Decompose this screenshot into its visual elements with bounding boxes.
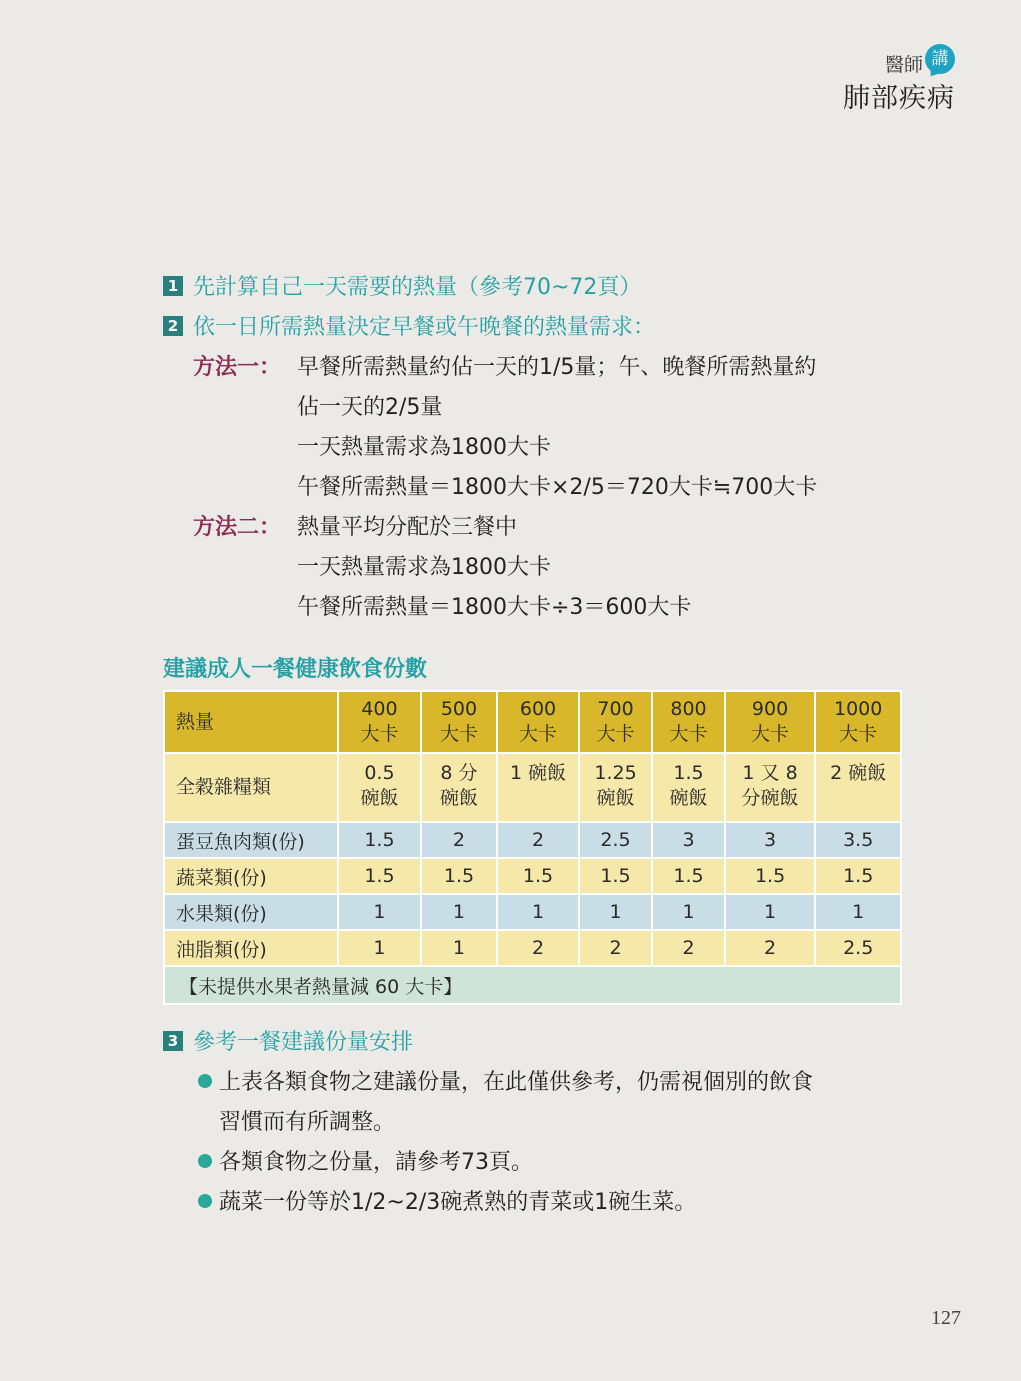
table-cell: 1 bbox=[338, 930, 421, 966]
table-cell: 1 bbox=[725, 894, 816, 930]
table-cell: 2 bbox=[497, 822, 579, 858]
table-cell: 2 碗飯 bbox=[815, 753, 901, 822]
method-1-line: 佔一天的2/5量 bbox=[297, 395, 443, 420]
step-2-text: 依一日所需熱量決定早餐或午晚餐的熱量需求： bbox=[193, 315, 656, 340]
method-2-line: 熱量平均分配於三餐中 bbox=[297, 515, 518, 540]
table-title: 建議成人一餐健康飲食份數 bbox=[163, 657, 428, 682]
table-cell: 1.5 bbox=[338, 822, 421, 858]
bullet-text: 各類食物之份量，請參考73頁。 bbox=[219, 1150, 533, 1175]
table-cell: 1.5 bbox=[815, 858, 901, 894]
step-3-text: 參考一餐建議份量安排 bbox=[193, 1030, 414, 1055]
bullet-dot-icon bbox=[198, 1194, 212, 1208]
table-cell: 1 bbox=[652, 894, 724, 930]
table-cell: 1.5 碗飯 bbox=[652, 753, 724, 822]
header-cell: 500 大卡 bbox=[421, 691, 498, 753]
method-1-line: 一天熱量需求為1800大卡 bbox=[297, 435, 551, 460]
header-cell: 900 大卡 bbox=[725, 691, 816, 753]
table-note: 【未提供水果者熱量減 60 大卡】 bbox=[164, 966, 901, 1004]
table-cell: 2 bbox=[652, 930, 724, 966]
table-cell: 1.5 bbox=[338, 858, 421, 894]
table-row bbox=[164, 822, 901, 858]
method-2-line: 午餐所需熱量＝1800大卡÷3＝600大卡 bbox=[297, 595, 692, 620]
table-cell: 1.5 bbox=[579, 858, 652, 894]
method-1-label: 方法一： bbox=[193, 354, 282, 380]
page-number: 127 bbox=[931, 1307, 961, 1329]
diet-portion-table bbox=[163, 690, 902, 1005]
row-label: 油脂類(份) bbox=[164, 930, 338, 966]
speech-bubble-icon: 講 bbox=[925, 44, 955, 74]
table-header-row bbox=[164, 691, 901, 753]
header-cell: 600 大卡 bbox=[497, 691, 579, 753]
method-2-line: 一天熱量需求為1800大卡 bbox=[297, 555, 551, 580]
bullet-dot-icon bbox=[198, 1154, 212, 1168]
table-note-row bbox=[164, 966, 901, 1004]
method-1-line: 早餐所需熱量約佔一天的1/5量；午、晚餐所需熱量約 bbox=[297, 355, 817, 380]
table-cell: 1 bbox=[815, 894, 901, 930]
table-cell: 1.5 bbox=[652, 858, 724, 894]
step-number-1: 1 bbox=[163, 276, 183, 296]
header-cell: 800 大卡 bbox=[652, 691, 724, 753]
table-cell: 2 bbox=[579, 930, 652, 966]
table-cell: 1 bbox=[421, 930, 498, 966]
book-title: 肺部疾病 bbox=[843, 83, 955, 114]
table-cell: 1 碗飯 bbox=[497, 753, 579, 822]
brand-small-text: 醫師 bbox=[884, 54, 923, 76]
bullet-text: 上表各類食物之建議份量，在此僅供參考，仍需視個別的飲食 bbox=[219, 1070, 814, 1095]
table-cell: 1 bbox=[338, 894, 421, 930]
header-cell: 700 大卡 bbox=[579, 691, 652, 753]
bullet-dot-icon bbox=[198, 1074, 212, 1088]
table-row bbox=[164, 930, 901, 966]
table-cell: 3 bbox=[725, 822, 816, 858]
table-cell: 2 bbox=[497, 930, 579, 966]
table-cell: 0.5 碗飯 bbox=[338, 753, 421, 822]
table-cell: 3.5 bbox=[815, 822, 901, 858]
header-label: 熱量 bbox=[164, 691, 338, 753]
row-label: 全穀雜糧類 bbox=[164, 753, 338, 822]
method-2-label: 方法二： bbox=[193, 514, 282, 540]
table-cell: 1.5 bbox=[497, 858, 579, 894]
book-header bbox=[843, 50, 955, 115]
table-cell: 2.5 bbox=[579, 822, 652, 858]
header-cell: 400 大卡 bbox=[338, 691, 421, 753]
table-cell: 1 又 8 分碗飯 bbox=[725, 753, 816, 822]
table-cell: 1.5 bbox=[725, 858, 816, 894]
row-label: 蔬菜類(份) bbox=[164, 858, 338, 894]
table-row bbox=[164, 753, 901, 822]
row-label: 蛋豆魚肉類(份) bbox=[164, 822, 338, 858]
table-cell: 1.25 碗飯 bbox=[579, 753, 652, 822]
header-cell: 1000 大卡 bbox=[815, 691, 901, 753]
table-row bbox=[164, 894, 901, 930]
table-cell: 2 bbox=[725, 930, 816, 966]
method-1-line: 午餐所需熱量＝1800大卡×2/5＝720大卡≒700大卡 bbox=[297, 475, 818, 500]
step-2 bbox=[163, 310, 655, 341]
step-3 bbox=[163, 1025, 413, 1056]
table-cell: 1 bbox=[421, 894, 498, 930]
table-cell: 1 bbox=[579, 894, 652, 930]
table-cell: 1.5 bbox=[421, 858, 498, 894]
table-cell: 8 分 碗飯 bbox=[421, 753, 498, 822]
step-1 bbox=[163, 270, 641, 301]
bullet-text-continued: 習慣而有所調整。 bbox=[219, 1110, 396, 1135]
table-cell: 3 bbox=[652, 822, 724, 858]
table-cell: 2 bbox=[421, 822, 498, 858]
table-cell: 2.5 bbox=[815, 930, 901, 966]
table-row bbox=[164, 858, 901, 894]
row-label: 水果類(份) bbox=[164, 894, 338, 930]
step-1-text: 先計算自己一天需要的熱量（參考70~72頁） bbox=[193, 275, 642, 300]
step-number-3: 3 bbox=[163, 1031, 183, 1051]
table-cell: 1 bbox=[497, 894, 579, 930]
step-number-2: 2 bbox=[163, 316, 183, 336]
bullet-text: 蔬菜一份等於1/2~2/3碗煮熟的青菜或1碗生菜。 bbox=[219, 1190, 697, 1215]
